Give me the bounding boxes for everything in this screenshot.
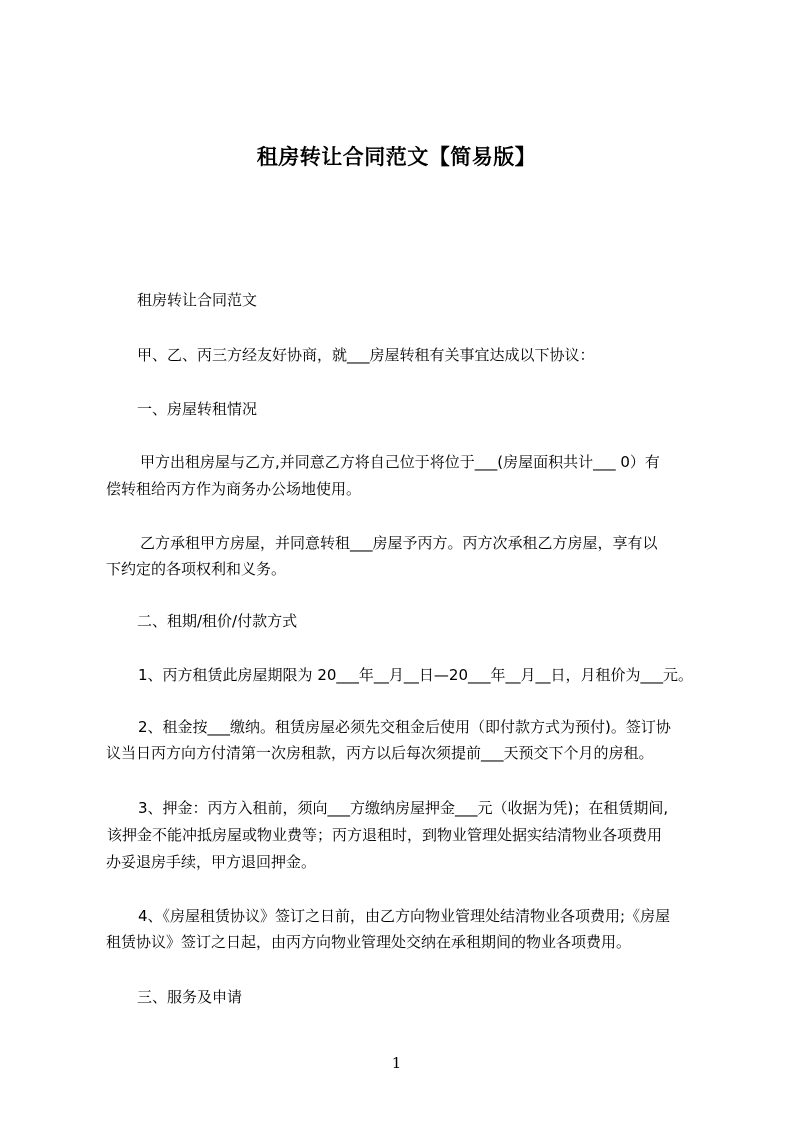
paragraph-line: 下约定的各项权利和义务。 [106,560,287,578]
paragraph-line: 4、《房屋租赁协议》签订之日前，由乙方向物业管理处结清物业各项费用;《房屋 [138,907,671,925]
section-heading-1: 一、房屋转租情况 [137,400,258,418]
section-heading-2: 二、租期/租价/付款方式 [137,612,298,630]
paragraph-line: 偿转租给丙方作为商务办公场地使用。 [106,480,362,498]
paragraph-line: 1、丙方租赁此房屋期限为 20___年__月__日—20___年__月__日，月租价为___元。 [138,666,693,684]
paragraph-line: 乙方承租甲方房屋，并同意转租___房屋予丙方。丙方次承租乙方房屋，享有以 [140,534,658,552]
paragraph-line: 办妥退房手续，甲方退回押金。 [106,853,317,871]
paragraph-line: 租赁协议》签订之日起，由丙方向物业管理处交纳在承租期间的物业各项费用。 [106,933,632,951]
intro-paragraph: 甲、乙、丙三方经友好协商，就___房屋转租有关事宜达成以下协议： [137,346,595,364]
document-title: 租房转让合同范文【简易版】 [256,145,537,169]
paragraph-line: 甲方出租房屋与乙方,并同意乙方将自己位于将位于___(房屋面积共计___ 0）有 [140,453,660,471]
section-heading-3: 三、服务及申请 [137,988,243,1006]
paragraph-line: 3、押金：丙方入租前，须向___方缴纳房屋押金___元（收据为凭)；在租赁期间, [138,799,669,817]
subtitle-line: 租房转让合同范文 [137,291,258,309]
paragraph-line: 该押金不能冲抵房屋或物业费等；丙方退租时，到物业管理处据实结清物业各项费用 [107,826,663,844]
paragraph-line: 议当日丙方向方付清第一次房租款，丙方以后每次须提前___天预交下个月的房租。 [106,744,654,762]
paragraph-line: 2、租金按___缴纳。租赁房屋必须先交租金后使用（即付款方式为预付)。签订协 [138,718,671,736]
page-number: 1 [391,1054,402,1072]
